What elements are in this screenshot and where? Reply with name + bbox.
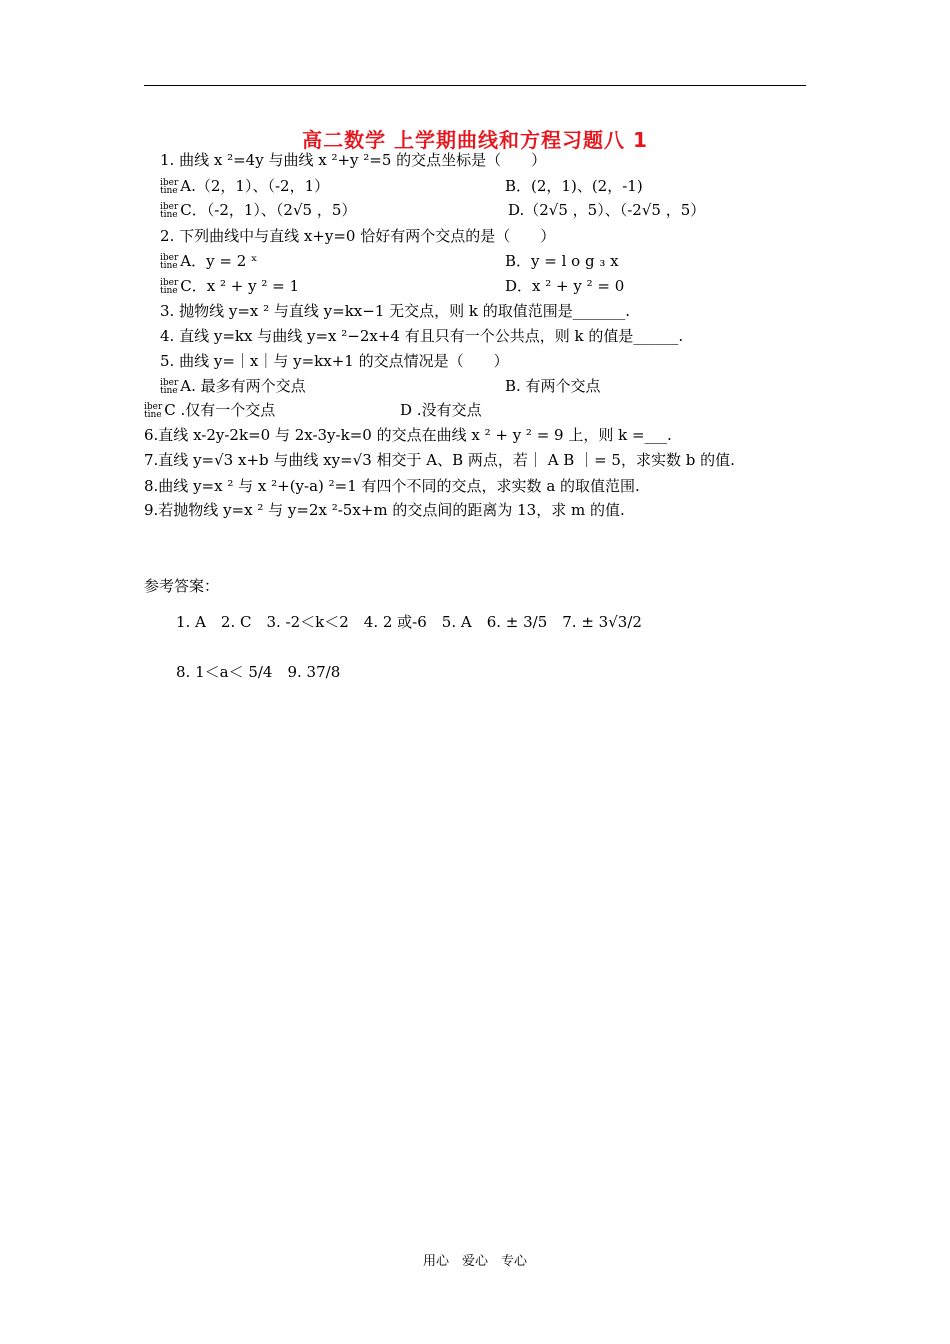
q1-option-c: iber tine C．（-2，1）、（2√5 ，5）: [160, 201, 357, 220]
q8: 8.曲线 y=x ² 与 x ²+(y-a) ²=1 有四个不同的交点，求实数 a 的取值范围.: [144, 477, 640, 495]
q3: 3. 抛物线 y=x ² 与直线 y=kx−1 无交点，则 k 的取值范围是_______.: [160, 302, 631, 320]
marker-glyph: iber tine: [160, 278, 179, 296]
q5-option-a: iber tine A. 最多有两个交点: [160, 377, 306, 396]
answers-line-2: 8. 1＜a＜ 5/4 9. 37/8: [176, 663, 341, 681]
q4: 4. 直线 y=kx 与曲线 y=x ²−2x+4 有且只有一个公共点，则 k 的值是______.: [160, 327, 684, 345]
q5-option-b: B. 有两个交点: [505, 377, 601, 395]
marker-glyph: iber tine: [160, 253, 179, 271]
q2-stem: 2. 下列曲线中与直线 x+y=0 恰好有两个交点的是（ ）: [160, 227, 556, 245]
q2-option-a: iber tine A．y = 2 ˣ: [160, 252, 258, 271]
marker-glyph: iber tine: [144, 402, 163, 420]
answers-heading: 参考答案：: [144, 577, 220, 595]
header-rule: [144, 85, 806, 86]
q6: 6.直线 x-2y-2k=0 与 2x-3y-k=0 的交点在曲线 x ² + y ² = 9 上，则 k =___.: [144, 426, 672, 444]
q1-option-b: B．(2，1)、(2，-1): [505, 177, 643, 195]
q2-option-c: iber tine C．x ² + y ² = 1: [160, 277, 300, 296]
q9: 9.若抛物线 y=x ² 与 y=2x ²-5x+m 的交点间的距离为 13，求 m 的值.: [144, 501, 625, 519]
q5-stem: 5. 曲线 y=｜x｜与 y=kx+1 的交点情况是（ ）: [160, 352, 509, 370]
q2-option-b: B．y = l o g ₃ x: [505, 252, 619, 270]
q1-stem: 1. 曲线 x ²=4y 与曲线 x ²+y ²=5 的交点坐标是（ ）: [160, 151, 547, 169]
marker-glyph: iber tine: [160, 178, 179, 196]
answers-line-1: 1. A 2. C 3. -2＜k＜2 4. 2 或-6 5. A 6. ± 3/5 7. ± 3√3/2: [176, 613, 642, 631]
q1-option-a: iber tine A.（2，1）、（-2，1）: [160, 177, 330, 196]
page-footer: 用心 爱心 专心: [422, 1254, 527, 1269]
q5-option-c: iber tine C .仅有一个交点: [144, 401, 276, 420]
marker-glyph: iber tine: [160, 378, 179, 396]
q2-option-d: D．x ² + y ² = 0: [505, 277, 625, 295]
q1-option-d: D.（2√5 ，5）、（-2√5 ，5）: [508, 201, 706, 219]
q7: 7.直线 y=√3 x+b 与曲线 xy=√3 相交于 A、B 两点，若｜ A B ｜= 5，求实数 b 的值.: [144, 451, 735, 469]
page-title: 高二数学 上学期曲线和方程习题八 1: [302, 128, 648, 152]
q5-option-d: D .没有交点: [400, 401, 482, 419]
marker-glyph: iber tine: [160, 202, 179, 220]
